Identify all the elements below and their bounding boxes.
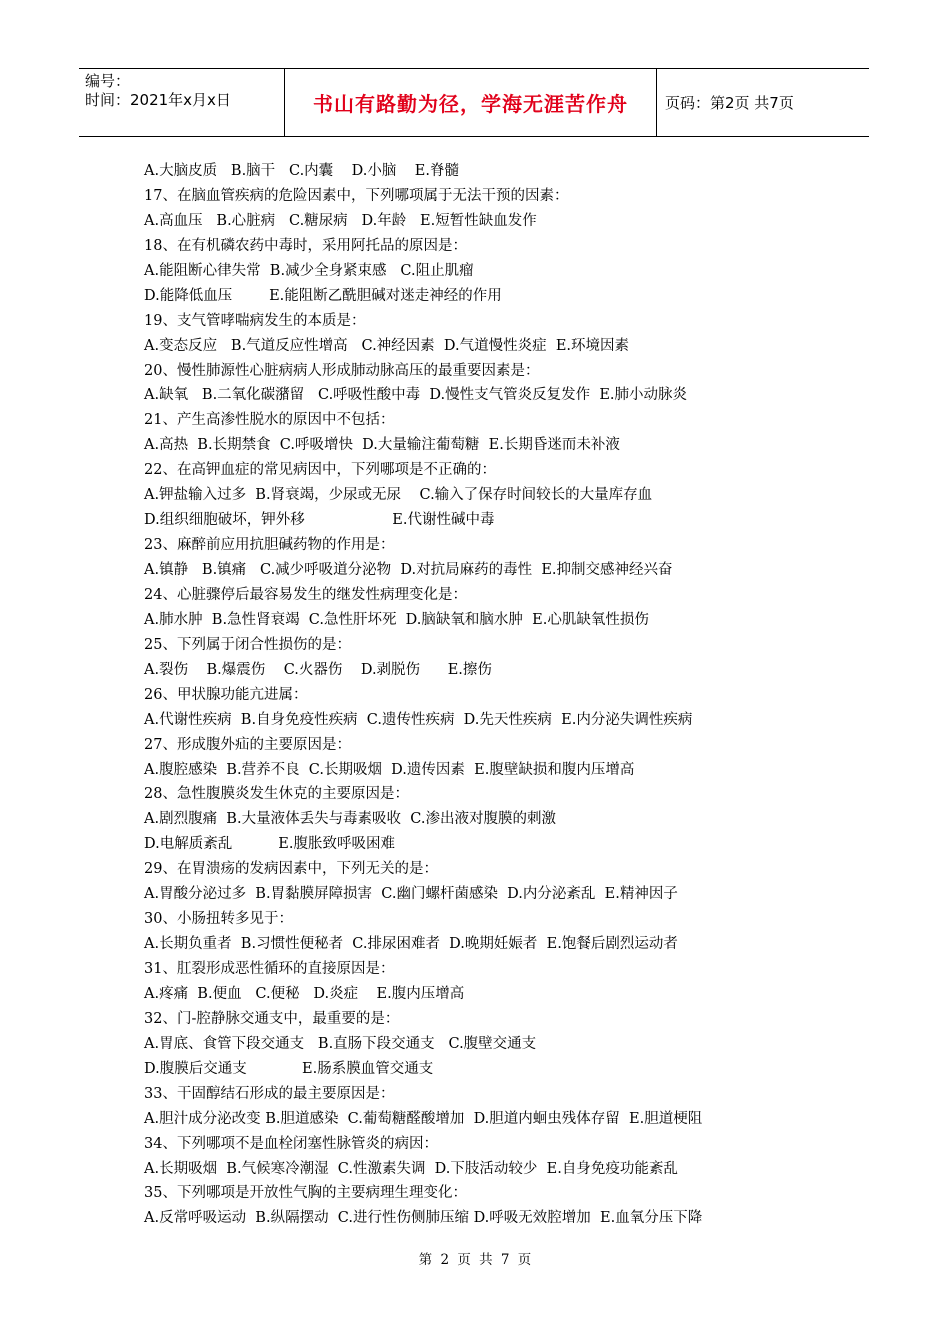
text-line: A.长期吸烟 B.气候寒冷潮湿 C.性激素失调 D.下肢活动较少 E.自身免疫功能紊乱	[144, 1160, 678, 1177]
text-line: D.电解质紊乱 E.腹胀致呼吸困难	[144, 836, 396, 853]
text-line: A.裂伤 B.爆震伤 C.火器伤 D.剥脱伤 E.擦伤	[144, 661, 492, 678]
text-line: A.胃底、食管下段交通支 B.直肠下段交通支 C.腹壁交通支	[144, 1035, 537, 1052]
text-line: A.大脑皮质 B.脑干 C.内囊 D.小脑 E.脊髓	[144, 163, 459, 179]
text-line: A.反常呼吸运动 B.纵隔摆动 C.进行性伤侧肺压缩 D.呼吸无效腔增加 E.血氧分压下降	[144, 1210, 703, 1227]
text-line: A.肺水肿 B.急性肾衰竭 C.急性肝坏死 D.脑缺氧和脑水肿 E.心肌缺氧性损伤	[144, 611, 649, 628]
header-page-cell	[657, 69, 869, 136]
text-line: A.高热 B.长期禁食 C.呼吸增快 D.大量输注葡萄糖 E.长期昏迷而未补液	[144, 437, 620, 454]
text-line: A.疼痛 B.便血 C.便秘 D.炎症 E.腹内压增高	[144, 985, 465, 1002]
text-line: A.长期负重者 B.习惯性便秘者 C.排尿困难者 D.晚期妊娠者 E.饱餐后剧烈运动者	[144, 936, 678, 953]
page-footer	[0, 1248, 950, 1268]
document-date: 时间：2021年x月x日	[85, 91, 231, 109]
question-list	[144, 159, 824, 1231]
text-line: A.能阻断心律失常 B.减少全身紧束感 C.阻止肌瘤	[144, 262, 474, 279]
text-line: 20、慢性肺源性心脏病病人形成肺动脉高压的最重要因素是：	[144, 362, 540, 379]
header-motto-cell	[284, 69, 657, 136]
text-line: 17、在脑血管疾病的危险因素中，下列哪项属于无法干预的因素：	[144, 187, 569, 204]
text-line: A.胃酸分泌过多 B.胃黏膜屏障损害 C.幽门螺杆菌感染 D.内分泌紊乱 E.精神因子	[144, 886, 678, 903]
text-line: 28、急性腹膜炎发生休克的主要原因是：	[144, 786, 409, 803]
text-line: 23、麻醉前应用抗胆碱药物的作用是：	[144, 537, 395, 554]
text-line: A.钾盐输入过多 B.肾衰竭，少尿或无尿 C.输入了保存时间较长的大量库存血	[144, 487, 653, 504]
header-motto: 书山有路勤为径，学海无涯苦作舟	[313, 92, 628, 116]
text-line: 35、下列哪项是开放性气胸的主要病理生理变化：	[144, 1185, 467, 1202]
text-line: 18、在有机磷农药中毒时，采用阿托品的原因是：	[144, 237, 467, 254]
text-line: A.变态反应 B.气道反应性增高 C.神经因素 D.气道慢性炎症 E.环境因素	[144, 337, 630, 354]
text-line: A.镇静 B.镇痛 C.减少呼吸道分泌物 D.对抗局麻药的毒性 E.抑制交感神经兴奋	[144, 562, 673, 578]
text-line: A.代谢性疾病 B.自身免疫性疾病 C.遗传性疾病 D.先天性疾病 E.内分泌失调性疾病	[144, 711, 693, 728]
text-line: A.剧烈腹痛 B.大量液体丢失与毒素吸收 C.渗出液对腹膜的刺激	[144, 811, 556, 828]
text-line: D.能降低血压 E.能阻断乙酰胆碱对迷走神经的作用	[144, 287, 502, 304]
text-line: 29、在胃溃疡的发病因素中，下列无关的是：	[144, 861, 438, 878]
text-line: A.缺氧 B.二氧化碳潴留 C.呼吸性酸中毒 D.慢性支气管炎反复发作 E.肺小动脉炎	[144, 387, 688, 404]
text-line: 32、门-腔静脉交通支中，最重要的是：	[144, 1010, 400, 1027]
text-line: 19、支气管哮喘病发生的本质是：	[144, 312, 366, 329]
text-line: D.组织细胞破坏，钾外移 E.代谢性碱中毒	[144, 512, 495, 529]
text-line: A.胆汁成分泌改变 B.胆道感染 C.葡萄糖醛酸增加 D.胆道内蛔虫残体存留 E.胆道梗阻	[144, 1110, 703, 1127]
document-number-label: 编号：	[85, 72, 131, 90]
text-line: 24、心脏骤停后最容易发生的继发性病理变化是：	[144, 586, 467, 603]
footer-page-number: 第 2 页 共 7 页	[418, 1252, 532, 1268]
page-header	[79, 68, 869, 137]
text-line: A.高血压 B.心脏病 C.糖尿病 D.年龄 E.短暂性缺血发作	[144, 212, 537, 229]
text-line: 30、小肠扭转多见于：	[144, 911, 293, 928]
header-info-cell	[79, 69, 284, 136]
text-line: 31、肛裂形成恶性循环的直接原因是：	[144, 961, 395, 977]
text-line: A.腹腔感染 B.营养不良 C.长期吸烟 D.遗传因素 E.腹壁缺损和腹内压增高	[144, 761, 635, 778]
text-line: 26、甲状腺功能亢进属：	[144, 686, 308, 703]
text-line: 25、下列属于闭合性损伤的是：	[144, 636, 351, 653]
text-line: 21、产生高渗性脱水的原因中不包括：	[144, 412, 395, 429]
text-line: 34、下列哪项不是血栓闭塞性脉管炎的病因：	[144, 1135, 438, 1152]
text-line: D.腹膜后交通支 E.肠系膜血管交通支	[144, 1060, 434, 1077]
header-page-code: 页码：第2页 共7页	[665, 94, 794, 112]
text-line: 33、干固醇结石形成的最主要原因是：	[144, 1085, 395, 1102]
text-line: 27、形成腹外疝的主要原因是：	[144, 736, 351, 753]
text-line: 22、在高钾血症的常见病因中，下列哪项是不正确的：	[144, 462, 496, 479]
